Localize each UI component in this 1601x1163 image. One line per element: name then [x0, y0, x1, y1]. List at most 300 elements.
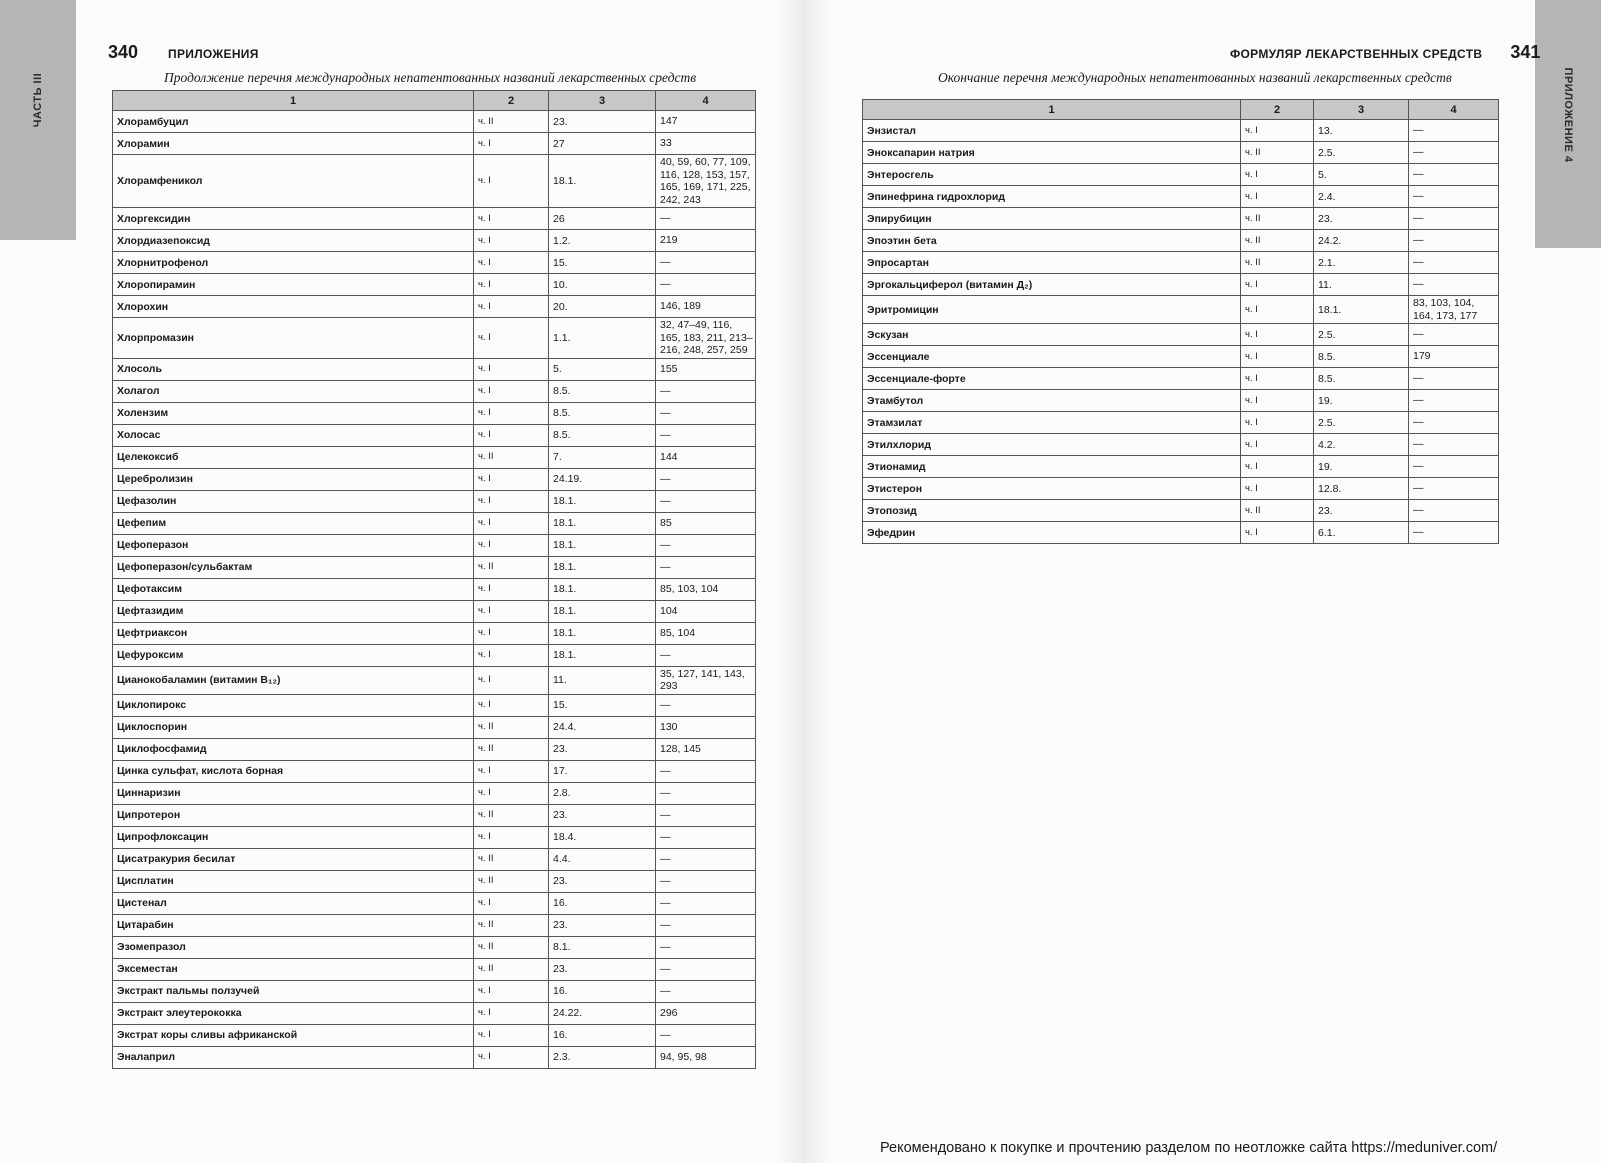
section-cell: 19.: [1314, 390, 1409, 412]
volume-cell: ч. I: [474, 380, 549, 402]
section-cell: 10.: [549, 274, 656, 296]
protocol-refs-cell: —: [1409, 434, 1499, 456]
section-cell: 2.8.: [549, 782, 656, 804]
section-cell: 23.: [549, 804, 656, 826]
drug-name-cell: Цефотаксим: [113, 578, 474, 600]
section-cell: 24.4.: [549, 716, 656, 738]
table-row: [863, 120, 1499, 142]
drug-name-cell: Цефепим: [113, 512, 474, 534]
drug-name-cell: Энтеросгель: [863, 164, 1241, 186]
volume-cell: ч. II: [474, 936, 549, 958]
drug-name-cell: Ципротерон: [113, 804, 474, 826]
drug-name-cell: Хлорохин: [113, 296, 474, 318]
volume-cell: ч. I: [474, 490, 549, 512]
drug-name-cell: Цефоперазон: [113, 534, 474, 556]
section-cell: 24.19.: [549, 468, 656, 490]
left-table-caption: Продолжение перечня международных непатентованных названий лекарственных средств: [164, 70, 697, 85]
table-row: [113, 600, 756, 622]
volume-cell: ч. I: [1241, 164, 1314, 186]
table-row: [863, 324, 1499, 346]
protocol-refs-cell: 85: [656, 512, 756, 534]
drug-name-cell: Хлоргексидин: [113, 208, 474, 230]
table-row: [113, 848, 756, 870]
drug-name-cell: Цефтриаксон: [113, 622, 474, 644]
table-row: [113, 534, 756, 556]
volume-cell: ч. II: [474, 111, 549, 133]
protocol-refs-cell: —: [656, 402, 756, 424]
section-cell: 19.: [1314, 456, 1409, 478]
volume-cell: ч. II: [474, 804, 549, 826]
section-cell: 18.1.: [549, 490, 656, 512]
section-cell: 23.: [549, 738, 656, 760]
drug-name-cell: Этилхлорид: [863, 434, 1241, 456]
protocol-refs-cell: 128, 145: [656, 738, 756, 760]
section-cell: 11.: [1314, 274, 1409, 296]
drug-name-cell: Эксеместан: [113, 958, 474, 980]
table-row: [863, 346, 1499, 368]
drug-name-cell: Эскузан: [863, 324, 1241, 346]
table-row: [113, 111, 756, 133]
protocol-refs-cell: —: [656, 826, 756, 848]
volume-cell: ч. I: [1241, 346, 1314, 368]
volume-cell: ч. I: [474, 600, 549, 622]
volume-cell: ч. II: [474, 716, 549, 738]
section-cell: 8.5.: [1314, 346, 1409, 368]
right-side-tab-label: ПРИЛОЖЕНИЕ 4: [1562, 67, 1574, 163]
drug-name-cell: Этионамид: [863, 456, 1241, 478]
volume-cell: ч. II: [474, 848, 549, 870]
section-cell: 12.8.: [1314, 478, 1409, 500]
volume-cell: ч. I: [474, 358, 549, 380]
protocol-refs-cell: —: [1409, 368, 1499, 390]
drug-name-cell: Эссенциале: [863, 346, 1241, 368]
table-row: [113, 936, 756, 958]
table-row: [863, 500, 1499, 522]
drug-name-cell: Церебролизин: [113, 468, 474, 490]
volume-cell: ч. I: [474, 666, 549, 694]
protocol-refs-cell: 296: [656, 1002, 756, 1024]
table-row: [113, 208, 756, 230]
drug-name-cell: Цефоперазон/сульбактам: [113, 556, 474, 578]
drug-name-cell: Эпинефрина гидрохлорид: [863, 186, 1241, 208]
volume-cell: ч. II: [474, 914, 549, 936]
volume-cell: ч. I: [1241, 456, 1314, 478]
section-cell: 18.1.: [1314, 296, 1409, 324]
volume-cell: ч. II: [1241, 500, 1314, 522]
protocol-refs-cell: 147: [656, 111, 756, 133]
volume-cell: ч. I: [474, 402, 549, 424]
volume-cell: ч. I: [474, 208, 549, 230]
table-row: [113, 892, 756, 914]
table-row: [863, 208, 1499, 230]
protocol-refs-cell: 83, 103, 104, 164, 173, 177: [1409, 296, 1499, 324]
drug-name-cell: Целекоксиб: [113, 446, 474, 468]
section-cell: 15.: [549, 252, 656, 274]
drug-name-cell: Эпоэтин бета: [863, 230, 1241, 252]
volume-cell: ч. I: [474, 318, 549, 359]
section-cell: 23.: [549, 111, 656, 133]
table-row: [113, 958, 756, 980]
section-cell: 1.1.: [549, 318, 656, 359]
volume-cell: ч. I: [474, 512, 549, 534]
volume-cell: ч. I: [1241, 368, 1314, 390]
protocol-refs-cell: —: [656, 936, 756, 958]
table-row: [113, 274, 756, 296]
protocol-refs-cell: —: [656, 468, 756, 490]
protocol-refs-cell: —: [1409, 120, 1499, 142]
table-row: [113, 512, 756, 534]
drug-name-cell: Экстракт элеутерококка: [113, 1002, 474, 1024]
drug-name-cell: Эналаприл: [113, 1046, 474, 1068]
drug-name-cell: Цисплатин: [113, 870, 474, 892]
protocol-refs-cell: —: [1409, 186, 1499, 208]
drug-name-cell: Экстрат коры сливы африканской: [113, 1024, 474, 1046]
volume-cell: ч. I: [474, 782, 549, 804]
column-header: 2: [1241, 100, 1314, 120]
section-cell: 6.1.: [1314, 522, 1409, 544]
section-cell: 18.4.: [549, 826, 656, 848]
drug-name-cell: Эфедрин: [863, 522, 1241, 544]
column-header: 1: [113, 91, 474, 111]
volume-cell: ч. I: [474, 468, 549, 490]
drug-name-cell: Хлордиазепоксид: [113, 230, 474, 252]
drug-name-cell: Эссенциале-форте: [863, 368, 1241, 390]
protocol-refs-cell: —: [656, 892, 756, 914]
section-cell: 18.1.: [549, 556, 656, 578]
protocol-refs-cell: —: [656, 694, 756, 716]
table-row: [113, 694, 756, 716]
protocol-refs-cell: —: [656, 782, 756, 804]
section-cell: 2.5.: [1314, 412, 1409, 434]
table-row: [113, 644, 756, 666]
drug-name-cell: Ципрофлоксацин: [113, 826, 474, 848]
protocol-refs-cell: —: [1409, 230, 1499, 252]
drug-name-cell: Цефтазидим: [113, 600, 474, 622]
section-cell: 18.1.: [549, 578, 656, 600]
protocol-refs-cell: —: [1409, 324, 1499, 346]
section-cell: 5.: [549, 358, 656, 380]
volume-cell: ч. I: [474, 644, 549, 666]
table-row: [113, 1024, 756, 1046]
drug-name-cell: Эргокальциферол (витамин Д₂): [863, 274, 1241, 296]
table-row: [863, 186, 1499, 208]
protocol-refs-cell: —: [656, 208, 756, 230]
protocol-refs-cell: —: [1409, 390, 1499, 412]
drug-name-cell: Этамзилат: [863, 412, 1241, 434]
section-cell: 24.22.: [549, 1002, 656, 1024]
protocol-refs-cell: —: [656, 534, 756, 556]
drug-name-cell: Холосас: [113, 424, 474, 446]
section-cell: 16.: [549, 892, 656, 914]
protocol-refs-cell: —: [1409, 522, 1499, 544]
section-cell: 23.: [549, 914, 656, 936]
section-cell: 23.: [1314, 208, 1409, 230]
table-row: [113, 318, 756, 359]
volume-cell: ч. I: [474, 892, 549, 914]
protocol-refs-cell: 40, 59, 60, 77, 109, 116, 128, 153, 157, 165, 169, 171, 225, 242, 243: [656, 155, 756, 208]
volume-cell: ч. I: [1241, 120, 1314, 142]
protocol-refs-cell: —: [1409, 274, 1499, 296]
section-cell: 8.5.: [549, 380, 656, 402]
table-row: [113, 622, 756, 644]
table-row: [113, 1002, 756, 1024]
section-cell: 13.: [1314, 120, 1409, 142]
protocol-refs-cell: —: [1409, 456, 1499, 478]
section-cell: 8.5.: [1314, 368, 1409, 390]
table-row: [863, 522, 1499, 544]
section-cell: 8.5.: [549, 424, 656, 446]
volume-cell: ч. I: [1241, 274, 1314, 296]
protocol-refs-cell: 219: [656, 230, 756, 252]
table-row: [113, 358, 756, 380]
volume-cell: ч. I: [474, 578, 549, 600]
table-row: [113, 738, 756, 760]
section-cell: 26: [549, 208, 656, 230]
drug-name-cell: Холагол: [113, 380, 474, 402]
right-table-caption: Окончание перечня международных непатентованных названий лекарственных средств: [938, 70, 1452, 85]
table-row: [113, 230, 756, 252]
volume-cell: ч. I: [474, 760, 549, 782]
protocol-refs-cell: 32, 47–49, 116, 165, 183, 211, 213–216, 248, 257, 259: [656, 318, 756, 359]
protocol-refs-cell: —: [656, 1024, 756, 1046]
drug-name-cell: Эноксапарин натрия: [863, 142, 1241, 164]
section-cell: 24.2.: [1314, 230, 1409, 252]
protocol-refs-cell: —: [656, 914, 756, 936]
volume-cell: ч. II: [474, 446, 549, 468]
section-cell: 18.1.: [549, 155, 656, 208]
section-cell: 27: [549, 133, 656, 155]
protocol-refs-cell: —: [656, 556, 756, 578]
table-row: [113, 556, 756, 578]
left-page-header: [108, 42, 259, 64]
left-page-number: 340: [108, 42, 139, 62]
section-cell: 4.4.: [549, 848, 656, 870]
volume-cell: ч. I: [1241, 296, 1314, 324]
volume-cell: ч. II: [474, 738, 549, 760]
table-row: [113, 914, 756, 936]
protocol-refs-cell: —: [656, 380, 756, 402]
section-cell: 16.: [549, 980, 656, 1002]
protocol-refs-cell: —: [1409, 164, 1499, 186]
section-cell: 2.5.: [1314, 142, 1409, 164]
table-row: [113, 826, 756, 848]
table-row: [113, 133, 756, 155]
table-row: [113, 1046, 756, 1068]
table-row: [863, 478, 1499, 500]
table-row: [863, 142, 1499, 164]
protocol-refs-cell: —: [656, 490, 756, 512]
section-cell: 23.: [549, 958, 656, 980]
volume-cell: ч. II: [1241, 142, 1314, 164]
section-cell: 23.: [549, 870, 656, 892]
protocol-refs-cell: —: [656, 760, 756, 782]
drug-name-cell: Циклофосфамид: [113, 738, 474, 760]
protocol-refs-cell: 104: [656, 600, 756, 622]
protocol-refs-cell: 144: [656, 446, 756, 468]
protocol-refs-cell: —: [1409, 500, 1499, 522]
volume-cell: ч. I: [474, 534, 549, 556]
protocol-refs-cell: 94, 95, 98: [656, 1046, 756, 1068]
table-row: [113, 296, 756, 318]
protocol-refs-cell: 146, 189: [656, 296, 756, 318]
right-running-head: ФОРМУЛЯР ЛЕКАРСТВЕННЫХ СРЕДСТВ: [1230, 47, 1483, 61]
section-cell: 18.1.: [549, 644, 656, 666]
drug-name-cell: Хлосоль: [113, 358, 474, 380]
protocol-refs-cell: —: [656, 870, 756, 892]
volume-cell: ч. I: [474, 274, 549, 296]
drug-name-cell: Циклоспорин: [113, 716, 474, 738]
column-header: 1: [863, 100, 1241, 120]
volume-cell: ч. I: [1241, 434, 1314, 456]
right-page-number: 341: [1510, 42, 1541, 62]
drug-name-cell: Цианокобаламин (витамин B₁₂): [113, 666, 474, 694]
left-running-head: ПРИЛОЖЕНИЯ: [168, 47, 259, 61]
protocol-refs-cell: —: [1409, 478, 1499, 500]
protocol-refs-cell: —: [1409, 142, 1499, 164]
left-side-tab-label: ЧАСТЬ III: [32, 72, 44, 128]
drug-name-cell: Хлорпромазин: [113, 318, 474, 359]
drug-name-cell: Эритромицин: [863, 296, 1241, 324]
right-side-tab: [1535, 0, 1601, 248]
table-row: [113, 468, 756, 490]
column-header: 2: [474, 91, 549, 111]
table-row: [863, 434, 1499, 456]
drug-name-cell: Этамбутол: [863, 390, 1241, 412]
volume-cell: ч. I: [474, 424, 549, 446]
table-row: [113, 716, 756, 738]
volume-cell: ч. II: [474, 958, 549, 980]
right-drug-table: [862, 99, 1499, 544]
drug-name-cell: Хлоропирамин: [113, 274, 474, 296]
drug-name-cell: Этопозид: [863, 500, 1241, 522]
table-row: [113, 252, 756, 274]
volume-cell: ч. I: [1241, 522, 1314, 544]
volume-cell: ч. I: [1241, 324, 1314, 346]
table-row: [113, 578, 756, 600]
section-cell: 8.1.: [549, 936, 656, 958]
protocol-refs-cell: —: [656, 274, 756, 296]
table-row: [113, 446, 756, 468]
drug-name-cell: Цитарабин: [113, 914, 474, 936]
section-cell: 11.: [549, 666, 656, 694]
volume-cell: ч. I: [474, 694, 549, 716]
table-row: [113, 870, 756, 892]
drug-name-cell: Цисатракурия бесилат: [113, 848, 474, 870]
section-cell: 17.: [549, 760, 656, 782]
section-cell: 1.2.: [549, 230, 656, 252]
column-header: 4: [656, 91, 756, 111]
table-row: [113, 155, 756, 208]
protocol-refs-cell: —: [656, 424, 756, 446]
protocol-refs-cell: —: [656, 252, 756, 274]
volume-cell: ч. I: [474, 155, 549, 208]
section-cell: 2.5.: [1314, 324, 1409, 346]
table-row: [863, 296, 1499, 324]
volume-cell: ч. I: [1241, 478, 1314, 500]
volume-cell: ч. II: [1241, 252, 1314, 274]
volume-cell: ч. I: [474, 1046, 549, 1068]
table-row: [863, 252, 1499, 274]
volume-cell: ч. I: [474, 133, 549, 155]
column-header: 4: [1409, 100, 1499, 120]
protocol-refs-cell: —: [656, 958, 756, 980]
table-row: [863, 368, 1499, 390]
section-cell: 2.3.: [549, 1046, 656, 1068]
section-cell: 15.: [549, 694, 656, 716]
volume-cell: ч. I: [474, 230, 549, 252]
protocol-refs-cell: 130: [656, 716, 756, 738]
column-header: 3: [1314, 100, 1409, 120]
volume-cell: ч. II: [1241, 230, 1314, 252]
drug-name-cell: Цефазолин: [113, 490, 474, 512]
table-row: [863, 230, 1499, 252]
table-row: [113, 402, 756, 424]
volume-cell: ч. I: [474, 252, 549, 274]
protocol-refs-cell: —: [656, 848, 756, 870]
table-row: [863, 456, 1499, 478]
volume-cell: ч. I: [1241, 412, 1314, 434]
protocol-refs-cell: 33: [656, 133, 756, 155]
drug-name-cell: Цефуроксим: [113, 644, 474, 666]
drug-name-cell: Энзистал: [863, 120, 1241, 142]
drug-name-cell: Цистенал: [113, 892, 474, 914]
section-cell: 16.: [549, 1024, 656, 1046]
section-cell: 4.2.: [1314, 434, 1409, 456]
table-row: [863, 164, 1499, 186]
table-row: [113, 804, 756, 826]
section-cell: 18.1.: [549, 512, 656, 534]
volume-cell: ч. I: [474, 980, 549, 1002]
volume-cell: ч. I: [474, 1002, 549, 1024]
table-row: [113, 782, 756, 804]
column-header: 3: [549, 91, 656, 111]
table-row: [113, 490, 756, 512]
drug-name-cell: Эпирубицин: [863, 208, 1241, 230]
volume-cell: ч. II: [1241, 208, 1314, 230]
section-cell: 18.1.: [549, 622, 656, 644]
left-side-tab: [0, 0, 76, 240]
protocol-refs-cell: 85, 104: [656, 622, 756, 644]
protocol-refs-cell: —: [656, 804, 756, 826]
volume-cell: ч. I: [1241, 390, 1314, 412]
volume-cell: ч. I: [1241, 186, 1314, 208]
left-drug-table: [112, 90, 756, 1069]
drug-name-cell: Цинка сульфат, кислота борная: [113, 760, 474, 782]
drug-name-cell: Хлорнитрофенол: [113, 252, 474, 274]
volume-cell: ч. I: [474, 622, 549, 644]
volume-cell: ч. II: [474, 556, 549, 578]
section-cell: 23.: [1314, 500, 1409, 522]
table-row: [113, 424, 756, 446]
table-row: [113, 760, 756, 782]
protocol-refs-cell: 35, 127, 141, 143, 293: [656, 666, 756, 694]
drug-name-cell: Хлорамбуцил: [113, 111, 474, 133]
right-page-header: [1230, 42, 1540, 64]
protocol-refs-cell: —: [656, 980, 756, 1002]
drug-name-cell: Эзомепразол: [113, 936, 474, 958]
table-row: [863, 390, 1499, 412]
section-cell: 18.1.: [549, 600, 656, 622]
table-row: [113, 380, 756, 402]
drug-name-cell: Циклопирокс: [113, 694, 474, 716]
section-cell: 2.4.: [1314, 186, 1409, 208]
drug-name-cell: Холензим: [113, 402, 474, 424]
protocol-refs-cell: —: [656, 644, 756, 666]
volume-cell: ч. I: [474, 296, 549, 318]
protocol-refs-cell: —: [1409, 208, 1499, 230]
protocol-refs-cell: —: [1409, 412, 1499, 434]
section-cell: 8.5.: [549, 402, 656, 424]
